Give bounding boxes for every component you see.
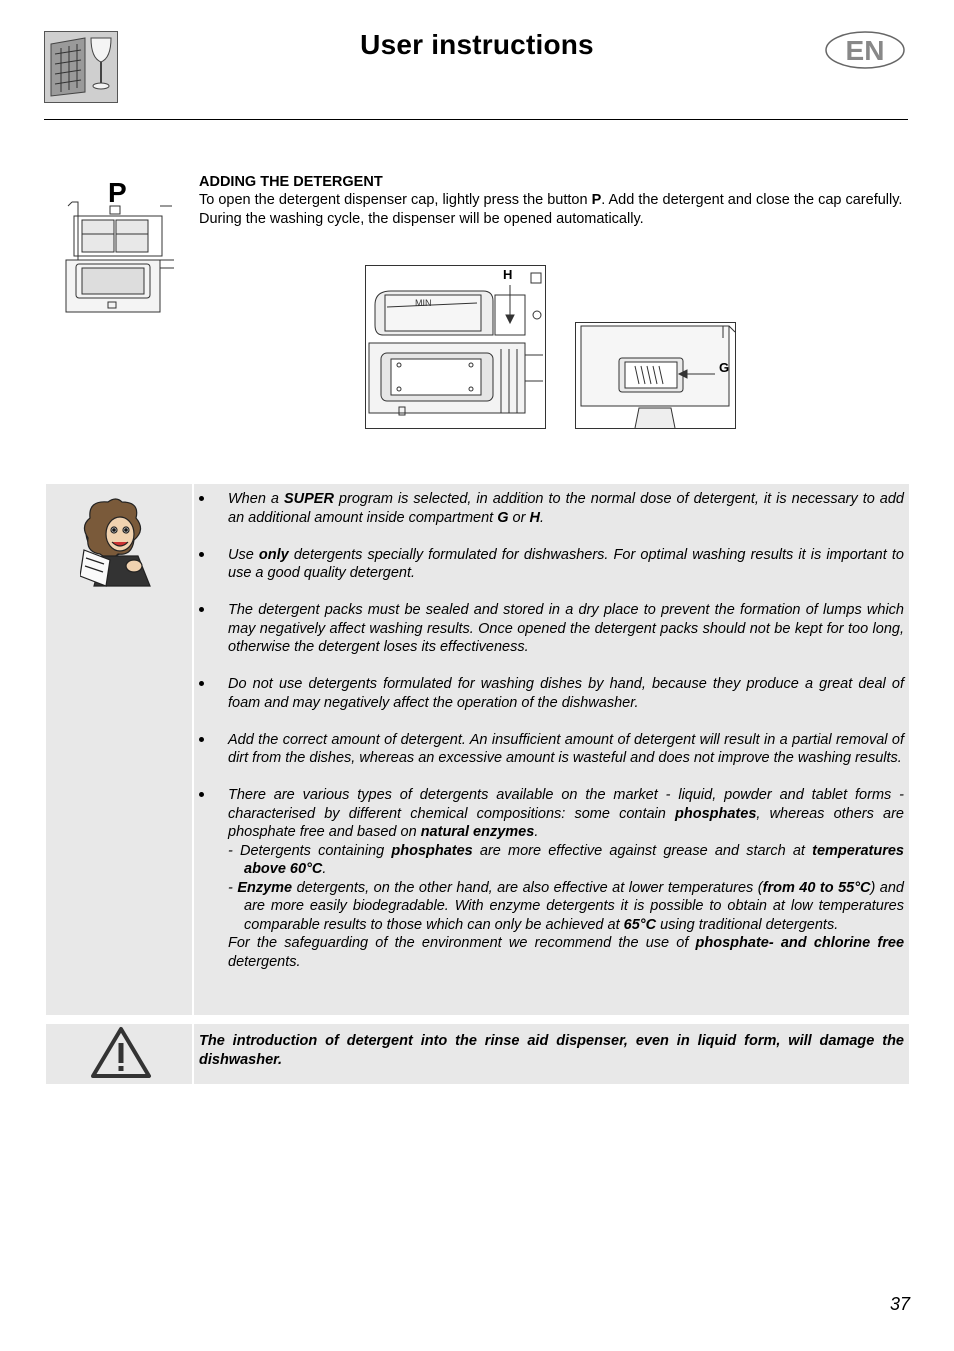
button-p-reference: P: [591, 192, 602, 208]
bullet: [199, 552, 204, 557]
figure-min-label: MIN: [415, 298, 432, 308]
mascot-reading-icon: [80, 496, 160, 588]
body-text: During the washing cycle, the dispenser will be opened automatically.: [199, 211, 644, 227]
note-emphasis: Enzyme: [237, 879, 293, 896]
header-divider: [44, 119, 908, 120]
note-text: Add the correct amount of detergent. An insufficient amount of detergent will result in a partial removal of dirt from the dishes, whereas an excessive amount is wasteful and does not improve the washing results.: [228, 731, 904, 766]
note-text: - Detergents containing: [228, 842, 392, 859]
figure-h-label: H: [503, 267, 513, 282]
list-item: [199, 786, 904, 971]
note-emphasis: from 40 to 55°C: [762, 879, 871, 896]
note-text: using traditional detergents.: [656, 916, 839, 933]
dispenser-compartment-h-figure: [365, 265, 546, 429]
note-emphasis: G: [497, 509, 509, 526]
dispenser-button-p-figure: [64, 176, 176, 314]
page-title: User instructions: [360, 29, 594, 60]
note-text: .: [539, 509, 544, 526]
list-item: [199, 675, 904, 712]
environment-note: [228, 934, 904, 971]
list-item: [199, 601, 904, 657]
note-text: detergents, on the other hand, are also effective at lower temperatures (: [292, 879, 763, 896]
note-text: -: [228, 879, 238, 896]
body-text: To open the detergent dispenser cap, lightly press the button: [199, 192, 592, 208]
figure-p-label: P: [108, 177, 127, 208]
note-text: detergents.: [228, 953, 301, 970]
note-text: The detergent packs must be sealed and stored in a dry place to prevent the formation of lumps which may negatively affect washing results. Once opened the detergent packs should not be kept for too long, otherwise the detergent loses its effectiveness.: [228, 602, 904, 655]
bullet: [199, 681, 204, 686]
bullet: [199, 737, 204, 742]
section-heading: ADDING THE DETERGENT: [199, 174, 383, 190]
language-badge: [825, 31, 905, 69]
language-code: EN: [845, 35, 885, 66]
body-text: . Add the detergent and close the cap carefully.: [601, 192, 903, 208]
list-item: [199, 731, 904, 768]
note-text: or: [508, 509, 530, 526]
note-emphasis: temperatures above 60°C: [244, 842, 904, 877]
note-text: detergents specially formulated for dishwashers. For optimal washing results it is important to use a good quality detergent.: [228, 546, 904, 581]
note-emphasis: phosphate- and chlorine free: [695, 935, 905, 951]
note-text: ) and are more easily biodegradable. With enzyme detergents it is possible to obtain at low temperatures comparable results to those which can only be achieved at: [244, 879, 904, 933]
note-emphasis: phosphates: [391, 842, 473, 859]
sub-item-phosphates: [228, 842, 904, 879]
note-emphasis: 65°C: [623, 916, 657, 933]
warning-text: The introduction of detergent into the rinse aid dispenser, even in liquid form, will damage the dishwasher.: [199, 1033, 904, 1068]
warning-triangle-icon: [90, 1026, 152, 1080]
bullet: [199, 792, 204, 797]
note-text: are more effective against grease and starch at: [472, 842, 813, 859]
dispenser-compartment-g-figure: [575, 322, 736, 429]
note-text: .: [534, 824, 539, 840]
sub-item-enzyme: [228, 879, 904, 935]
figure-g-label: G: [719, 360, 730, 375]
note-text: When a: [228, 491, 284, 507]
note-emphasis: only: [258, 546, 289, 563]
page-number: 37: [889, 1294, 910, 1314]
note-text: For the safeguarding of the environment we recommend the use of: [228, 935, 696, 951]
note-emphasis: natural enzymes: [420, 824, 535, 840]
section-body: [199, 191, 904, 229]
note-emphasis: phosphates: [675, 805, 757, 822]
note-text: program is selected, in addition to the normal dose of detergent, it is necessary to add an additional amount inside compartment: [228, 491, 904, 526]
bullet: [199, 607, 204, 612]
list-item: [199, 546, 904, 583]
notes-list: [199, 490, 904, 990]
note-text: Do not use detergents formulated for washing dishes by hand, because they produce a great deal of foam and may negatively affect the operation of the dishwasher.: [228, 676, 904, 711]
bullet: [199, 496, 204, 501]
note-text: Use: [228, 546, 259, 563]
note-emphasis: SUPER: [283, 491, 334, 507]
note-text: There are various types of detergents available on the market - liquid, powder and tablet forms - characterised by different chemical compositions: some contain: [228, 787, 904, 822]
note-text: .: [322, 861, 327, 877]
list-item: [199, 490, 904, 527]
note-text: , whereas others are phosphate free and based on: [228, 805, 904, 840]
note-emphasis: H: [529, 509, 540, 526]
